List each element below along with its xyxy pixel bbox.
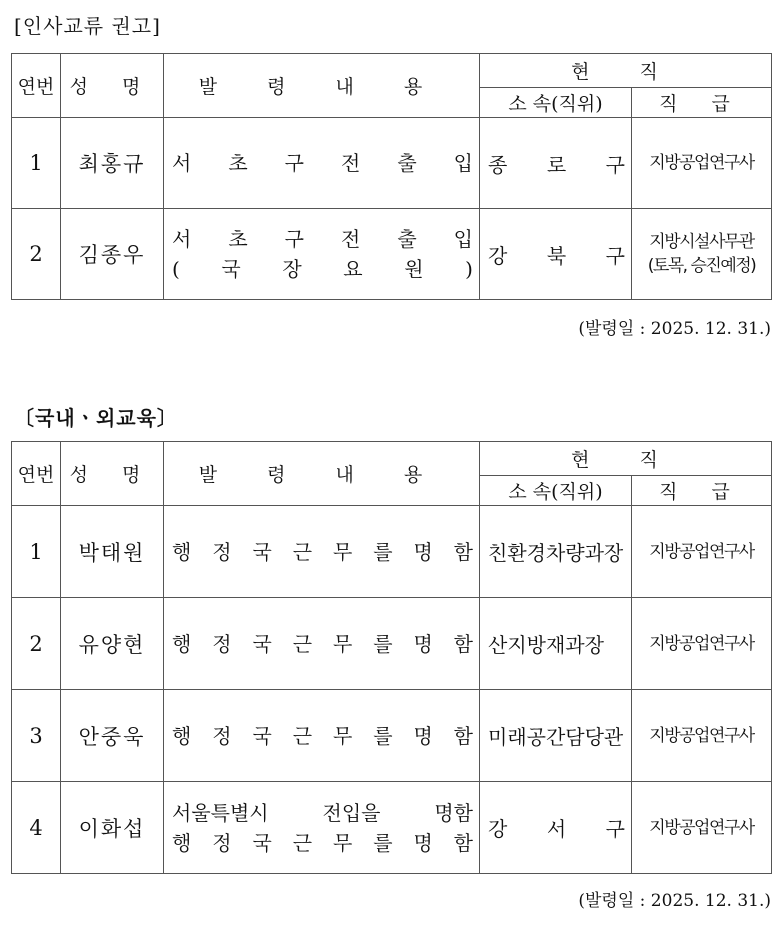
row-index: 3	[12, 690, 61, 782]
current-grade-line: 지방공업연구사	[649, 153, 754, 173]
header-name: 성 명	[61, 54, 164, 118]
order-content	[164, 598, 480, 690]
current-grade-line: 지방공업연구사	[649, 541, 754, 562]
row-index: 2	[12, 598, 61, 690]
header-content: 발 령 내 용	[164, 54, 480, 118]
current-grade	[632, 506, 772, 598]
order-content-line: 행 정 국 근 무 를 명 함	[172, 539, 473, 564]
personnel-exchange-table	[11, 53, 772, 300]
order-content-line: 서울특별시 전입을 명함	[172, 800, 473, 825]
current-grade-line: 지방시설사무관	[649, 232, 754, 252]
current-dept	[480, 598, 632, 690]
current-grade-line: 지방공업연구사	[649, 725, 754, 746]
header-dept: 소 속(직위)	[480, 88, 632, 118]
header-index: 연번	[12, 54, 61, 118]
current-dept-text: 미래공간담당관	[488, 725, 624, 749]
current-dept-text: 종 로 구	[488, 152, 625, 177]
header-index: 연번	[12, 442, 61, 506]
current-dept	[480, 690, 632, 782]
current-grade	[632, 598, 772, 690]
current-grade-line: (토목, 승진예정)	[647, 256, 756, 276]
header-current: 현 직	[480, 442, 772, 476]
order-content	[164, 209, 480, 300]
row-index: 2	[12, 209, 61, 300]
current-dept-text: 강 서 구	[488, 817, 625, 841]
order-content	[164, 506, 480, 598]
table-row	[12, 690, 772, 782]
header-name: 성 명	[61, 442, 164, 506]
current-grade	[632, 118, 772, 209]
header-grade: 직 급	[632, 476, 772, 506]
table-row	[12, 209, 772, 300]
order-content	[164, 782, 480, 874]
header-dept: 소 속(직위)	[480, 476, 632, 506]
table-row	[12, 118, 772, 209]
current-grade	[632, 209, 772, 300]
current-dept	[480, 782, 632, 874]
order-content-line: 행 정 국 근 무 를 명 함	[172, 830, 473, 855]
person-name: 최홍규	[61, 118, 164, 209]
current-dept	[480, 118, 632, 209]
order-content-line: 행 정 국 근 무 를 명 함	[172, 723, 473, 748]
row-index: 1	[12, 118, 61, 209]
row-index: 1	[12, 506, 61, 598]
person-name: 유양현	[61, 598, 164, 690]
person-name: 박태원	[61, 506, 164, 598]
table-row	[12, 598, 772, 690]
section2-title: 〔국내ㆍ외교육〕	[14, 406, 178, 430]
row-index: 4	[12, 782, 61, 874]
order-content	[164, 690, 480, 782]
order-content-line: ( 국 장 요 원 )	[172, 257, 473, 281]
order-content-line: 행 정 국 근 무 를 명 함	[172, 631, 473, 656]
table-row	[12, 782, 772, 874]
header-current: 현 직	[480, 54, 772, 88]
current-grade	[632, 690, 772, 782]
current-grade-line: 지방공업연구사	[649, 633, 754, 654]
order-content-line: 서 초 구 전 출 입	[172, 227, 473, 251]
person-name: 안중욱	[61, 690, 164, 782]
current-dept	[480, 209, 632, 300]
order-content	[164, 118, 480, 209]
current-dept-text: 친환경차량과장	[488, 541, 624, 565]
current-grade-line: 지방공업연구사	[649, 817, 754, 838]
section1-title: [인사교류 권고]	[14, 14, 161, 38]
current-dept	[480, 506, 632, 598]
education-table	[11, 441, 772, 874]
person-name: 김종우	[61, 209, 164, 300]
current-dept-text: 산지방재과장	[488, 633, 604, 657]
current-grade	[632, 782, 772, 874]
date-note-1: (발령일 : 2025. 12. 31.)	[578, 319, 771, 339]
date-note-2: (발령일 : 2025. 12. 31.)	[578, 891, 771, 911]
table-row	[12, 506, 772, 598]
order-content-line: 서 초 구 전 출 입	[172, 151, 473, 175]
current-dept-text: 강 북 구	[488, 243, 625, 268]
person-name: 이화섭	[61, 782, 164, 874]
header-content: 발 령 내 용	[164, 442, 480, 506]
header-grade: 직 급	[632, 88, 772, 118]
